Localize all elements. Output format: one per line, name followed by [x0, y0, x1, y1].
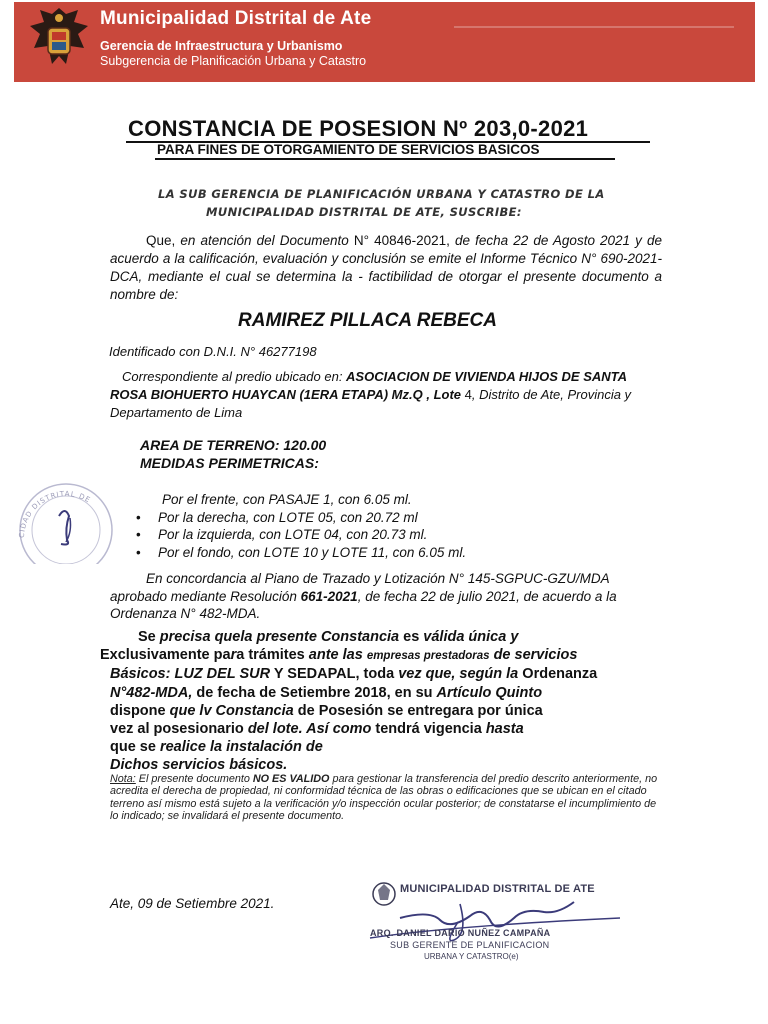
text-run: Artículo Quinto: [436, 684, 543, 701]
text-run: empresas prestadoras: [366, 650, 490, 663]
area-line: AREA DE TERRENO: 120.00: [140, 437, 327, 453]
validity-line: [100, 738, 668, 756]
text-run: vez que, según la: [398, 666, 519, 683]
list-item: • Por el fondo, con LOTE 10 y LOTE 11, con 6.05 ml.: [136, 544, 556, 562]
validity-line: [100, 702, 668, 720]
signature-stamp-title: MUNICIPALIDAD DISTRITAL DE ATE: [400, 883, 595, 895]
para3-b: , de fecha 22 de julio 2021, de acuerdo a la Ordenanza N° 482-MDA.: [110, 588, 617, 621]
predio-association: ASOCIACION DE VIVIENDA HIJOS DE SANTA ROSA BIOHUERTO HUAYCAN (1ERA ETAPA) Mz.Q , Lote: [110, 369, 627, 402]
text-run: realice la instalación de: [159, 739, 323, 756]
text-run: se: [135, 739, 160, 756]
predio-tail: , Distrito de Ate, Provincia y Departamento de Lima: [110, 387, 632, 420]
text-run: vez al posesionario: [110, 721, 248, 738]
note-a: El presente documento: [135, 773, 253, 785]
predio-lot: 4: [461, 387, 472, 402]
authority-line-2: MUNICIPALIDAD DISTRITAL DE ATE, SUSCRIBE:: [206, 205, 522, 219]
whereas-paragraph: [110, 232, 662, 304]
seal-ring-text: CIDAD DISTRITAL DE: [17, 489, 93, 539]
municipal-seal-stamp: [4, 478, 124, 564]
para1-text2: de fecha 22 de Agosto 2021 y de acuerdo a la calificación, evaluación y conclusión se emite el Informe Técnico N° 690-2021-DCA,: [110, 233, 663, 284]
text-run: y: [506, 629, 519, 645]
note-c: para gestionar la transferencia del predio descrito anteriormente, no acredita el derecha de propiedad, ni conformidad técnica de las obras o edificaciones que se ubican en el citado terreno así mismo está sujeto a la verificación y/o inspección ocular posterior; de constatarse el incumplimiento de lo indicado; se invalidará el presente documento.: [110, 773, 658, 822]
perimeter-heading: MEDIDAS PERIMETRICAS:: [140, 455, 319, 471]
list-item: • Por la derecha, con LOTE 05, con 20.72 ml: [136, 509, 556, 527]
text-run: r: [230, 647, 237, 664]
area-block: [140, 436, 326, 472]
para1-doc: N° 40846-2021,: [348, 233, 450, 248]
subdepartment-name: Subgerencia de Planificación Urbana y Catastro: [100, 54, 367, 68]
beneficiary-name: RAMIREZ PILLACA REBECA: [238, 310, 497, 331]
predio-lead: Correspondiente al predio ubicado en:: [122, 369, 347, 384]
text-run: dispone: [110, 702, 170, 719]
text-run: Dichos servicios básicos.: [110, 757, 288, 774]
letterhead-band: [14, 2, 755, 82]
signatory-role-2: URBANA Y CATASTRO(e): [424, 952, 519, 961]
text-run: Ordenanza: [518, 666, 598, 683]
concordance-paragraph: [110, 570, 662, 623]
issuing-authority: [158, 185, 658, 221]
para1-lead: Que,: [146, 233, 176, 248]
text-run: ante las: [308, 647, 367, 664]
text-run: Así como: [302, 721, 372, 738]
dni-line: Identificado con D.N.I. N° 46277198: [109, 344, 317, 359]
text-run: es: [399, 629, 424, 645]
list-item: • Por la izquierda, con LOTE 04, con 20.73 ml.: [136, 526, 556, 544]
signatory-role: SUB GERENTE DE PLANIFICACION: [390, 940, 550, 950]
validity-line: [100, 756, 668, 774]
text-run: N°482-MDA,: [110, 684, 193, 701]
text-run: hasta: [485, 721, 524, 738]
validity-line: [100, 646, 668, 665]
subtitle-underline: [155, 158, 615, 160]
text-run: de fecha de Setiembre 2018, en su: [192, 684, 437, 701]
text-run: tendrá vigencia: [371, 721, 486, 738]
validity-line: [100, 665, 668, 683]
validity-paragraph: [100, 628, 668, 775]
text-run: de servicios: [489, 647, 578, 664]
validity-line: [100, 720, 668, 738]
para1-text3: mediante el cual se determina la - factibilidad de otorgar el presente documento a nombre de:: [110, 269, 662, 302]
municipal-crest-icon: [20, 4, 98, 80]
text-run: válida única: [423, 629, 507, 645]
document-title: CONSTANCIA DE POSESION Nº 203,0-2021: [128, 116, 589, 141]
text-run: Básicos: LUZ DEL SUR: [110, 666, 271, 683]
faded-mark: [454, 26, 734, 28]
document-subtitle: PARA FINES DE OTORGAMIENTO DE SERVICIOS BASICOS: [157, 142, 540, 157]
signatory-name: ARQ. DANIEL DARIO NUÑEZ CAMPAÑA: [370, 928, 551, 938]
text-run: que: [110, 739, 136, 756]
perimeter-list: [136, 491, 556, 561]
para3-a: En concordancia al Piano de Trazado y Lotización N° 145-SGPUC-GZU/MDA aprobado mediante Resolución: [110, 571, 610, 604]
note-label: Nota:: [110, 773, 136, 785]
svg-text:CIDAD DISTRITAL DE: [18, 490, 92, 538]
property-paragraph: [110, 368, 662, 422]
para1-text1: en atención del Documento: [175, 233, 349, 248]
list-item: Por el frente, con PASAJE 1, con 6.05 ml.: [162, 492, 412, 507]
note-b: NO ES VALIDO: [252, 773, 330, 785]
text-run: del lote.: [247, 721, 303, 738]
text-run: Se: [138, 629, 160, 645]
text-run: precisa quela presente Constancia: [159, 629, 400, 645]
disclaimer-note: [110, 773, 662, 822]
text-run: a trámites: [236, 647, 309, 664]
department-name: Gerencia de Infraestructura y Urbanismo: [100, 39, 343, 53]
para3-resolution: 661-2021: [300, 588, 358, 604]
text-run: Y SEDAPAL, toda: [270, 666, 399, 683]
validity-line: [100, 684, 668, 702]
text-run: que lv Constancia: [169, 702, 294, 719]
institution-name: Municipalidad Distrital de Ate: [100, 8, 372, 29]
issue-date: Ate, 09 de Setiembre 2021.: [110, 896, 275, 911]
text-run: Exclusivamente pa: [100, 647, 231, 664]
validity-line: [100, 628, 668, 646]
authority-line-1: LA SUB GERENCIA DE PLANIFICACIÓN URBANA Y CATASTRO DE LA: [158, 187, 605, 201]
text-run: de Posesión se entregara por única: [293, 702, 543, 719]
